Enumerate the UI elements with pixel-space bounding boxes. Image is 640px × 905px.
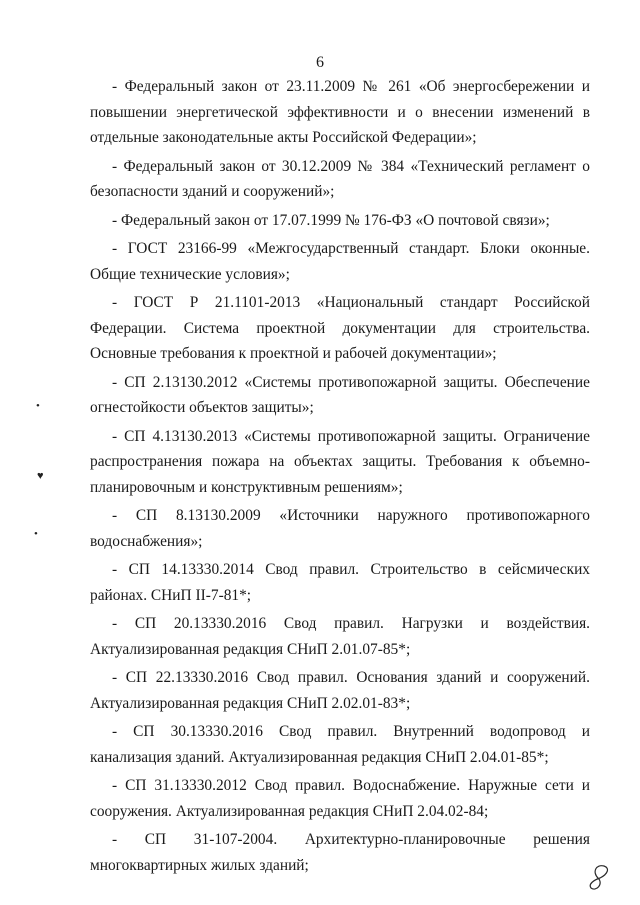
list-item: - СП 22.13330.2016 Свод правил. Основания зданий и сооружений. Актуализированная редакция СНиП 2.02.01-83*; (90, 669, 590, 712)
document-body (90, 74, 590, 881)
scan-speck-mark: • (34, 528, 38, 540)
list-item: - СП 4.13130.2013 «Системы противопожарной защиты. Ограничение распространения пожара на объектах защиты. Требования к объемно-планировочным и конструктивным решениям»; (90, 427, 590, 496)
list-item: - Федеральный закон от 17.07.1999 № 176-ФЗ «О почтовой связи»; (112, 211, 550, 229)
scan-speck-mark: • (36, 400, 40, 412)
scan-speck-mark: ♥ (37, 470, 44, 482)
list-item: - Федеральный закон от 23.11.2009 № 261 «Об энергосбережении и повышении энергетической эффективности и о внесении изменений в отдельные законодательные акты Российской Федерации»; (90, 78, 590, 146)
list-item: - СП 14.13330.2014 Свод правил. Строительство в сейсмических районах. СНиП II-7-81*; (90, 561, 590, 604)
page-number: 6 (316, 54, 324, 71)
list-item: - Федеральный закон от 30.12.2009 № 384 «Технический регламент о безопасности зданий и сооружений»; (90, 157, 590, 200)
list-item: - ГОСТ 23166-99 «Межгосударственный стандарт. Блоки оконные. Общие технические условия»; (90, 240, 590, 283)
list-item: - СП 8.13130.2009 «Источники наружного противопожарного водоснабжения»; (90, 507, 590, 550)
list-item: - СП 20.13330.2016 Свод правил. Нагрузки и воздействия. Актуализированная редакция СНиП 2.01.07-85*; (90, 615, 590, 658)
list-item: - СП 30.13330.2016 Свод правил. Внутренний водопровод и канализация зданий. Актуализированная редакция СНиП 2.04.01-85*; (90, 723, 590, 766)
list-item: - ГОСТ Р 21.1101-2013 «Национальный стандарт Российской Федерации. Система проектной документации для строительства. Основные требования к проектной и рабочей документации»; (90, 294, 590, 362)
list-item: - СП 2.13130.2012 «Системы противопожарной защиты. Обеспечение огнестойкости объектов защиты»; (90, 373, 590, 416)
list-item: - СП 31-107-2004. Архитектурно-планировочные решения многоквартирных жилых зданий; (90, 831, 590, 874)
handwritten-signature-icon (586, 862, 616, 896)
list-item: - СП 31.13330.2012 Свод правил. Водоснабжение. Наружные сети и сооружения. Актуализированная редакция СНиП 2.04.02-84; (90, 777, 590, 820)
